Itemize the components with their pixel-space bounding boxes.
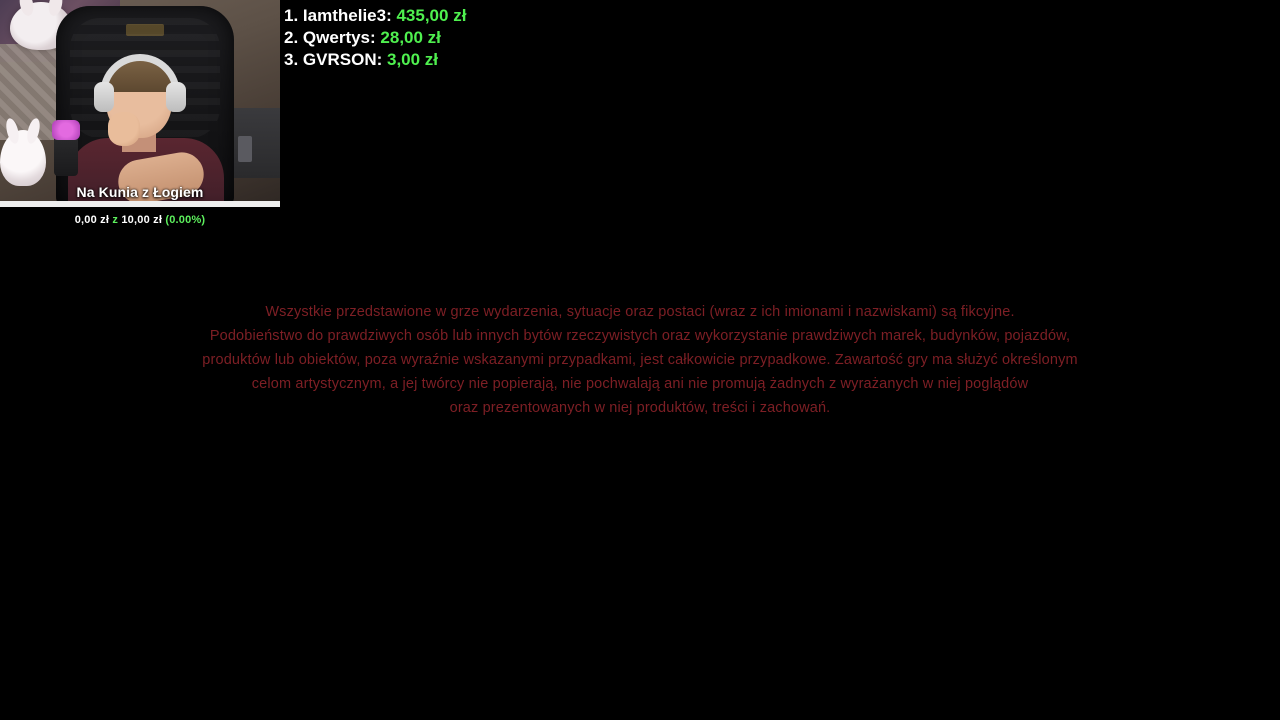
- chair-logo: [126, 24, 164, 36]
- plush-toy-icon: [0, 130, 46, 186]
- disclaimer-line: celom artystycznym, a jej twórcy nie popierają, nie pochwalają ani nie promują żadnych z wyrażanych w niej poglądów: [251, 376, 1029, 392]
- leaderboard-amount: 3,00 zł: [387, 50, 439, 69]
- leaderboard-amount: 28,00 zł: [380, 28, 441, 47]
- disclaimer-line: Podobieństwo do prawdziwych osób lub innych bytów rzeczywistych oraz wykorzystanie prawdziwych marek, budynków, pojazdów,: [209, 328, 1071, 344]
- game-disclaimer-text: [0, 300, 1280, 420]
- goal-target: 10,00 zł: [121, 214, 163, 226]
- headset-earcup-left: [94, 82, 114, 112]
- microphone-icon: [54, 130, 78, 176]
- list-item: [284, 49, 466, 71]
- headset-earcup-right: [166, 82, 186, 112]
- goal-separator: z: [112, 214, 119, 226]
- webcam-bottom-bar: [0, 201, 280, 207]
- hand: [108, 112, 140, 146]
- leaderboard-name: Iamthelie3:: [302, 6, 392, 25]
- webcam-caption: Na Kunia z Łogiem: [76, 184, 204, 200]
- leaderboard-rank: 1.: [284, 6, 299, 25]
- donation-goal-bar: [0, 214, 280, 226]
- disclaimer-line: Wszystkie przedstawione w grze wydarzenia, sytuacje oraz postaci (wraz z ich imionami i nazwiskami) są fikcyjne.: [265, 304, 1015, 320]
- leaderboard-name: GVRSON:: [302, 50, 383, 69]
- leaderboard-amount: 435,00 zł: [396, 6, 467, 25]
- goal-percent: (0.00%): [165, 214, 206, 226]
- goal-current: 0,00 zł: [74, 214, 110, 226]
- disclaimer-line: oraz prezentowanych w niej produktów, treści i zachowań.: [449, 400, 831, 416]
- webcam-overlay[interactable]: [0, 0, 280, 207]
- leaderboard-name: Qwertys:: [302, 28, 376, 47]
- disclaimer-line: produktów lub obiektów, poza wyraźnie wskazanymi przypadkami, jest całkowicie przypadkowe. Zawartość gry ma służyć określonym: [202, 352, 1078, 368]
- list-item: [284, 27, 466, 49]
- donation-leaderboard: [284, 5, 466, 71]
- leaderboard-rank: 3.: [284, 50, 299, 69]
- leaderboard-rank: 2.: [284, 28, 299, 47]
- list-item: [284, 5, 466, 27]
- monitor-icon: [232, 108, 280, 178]
